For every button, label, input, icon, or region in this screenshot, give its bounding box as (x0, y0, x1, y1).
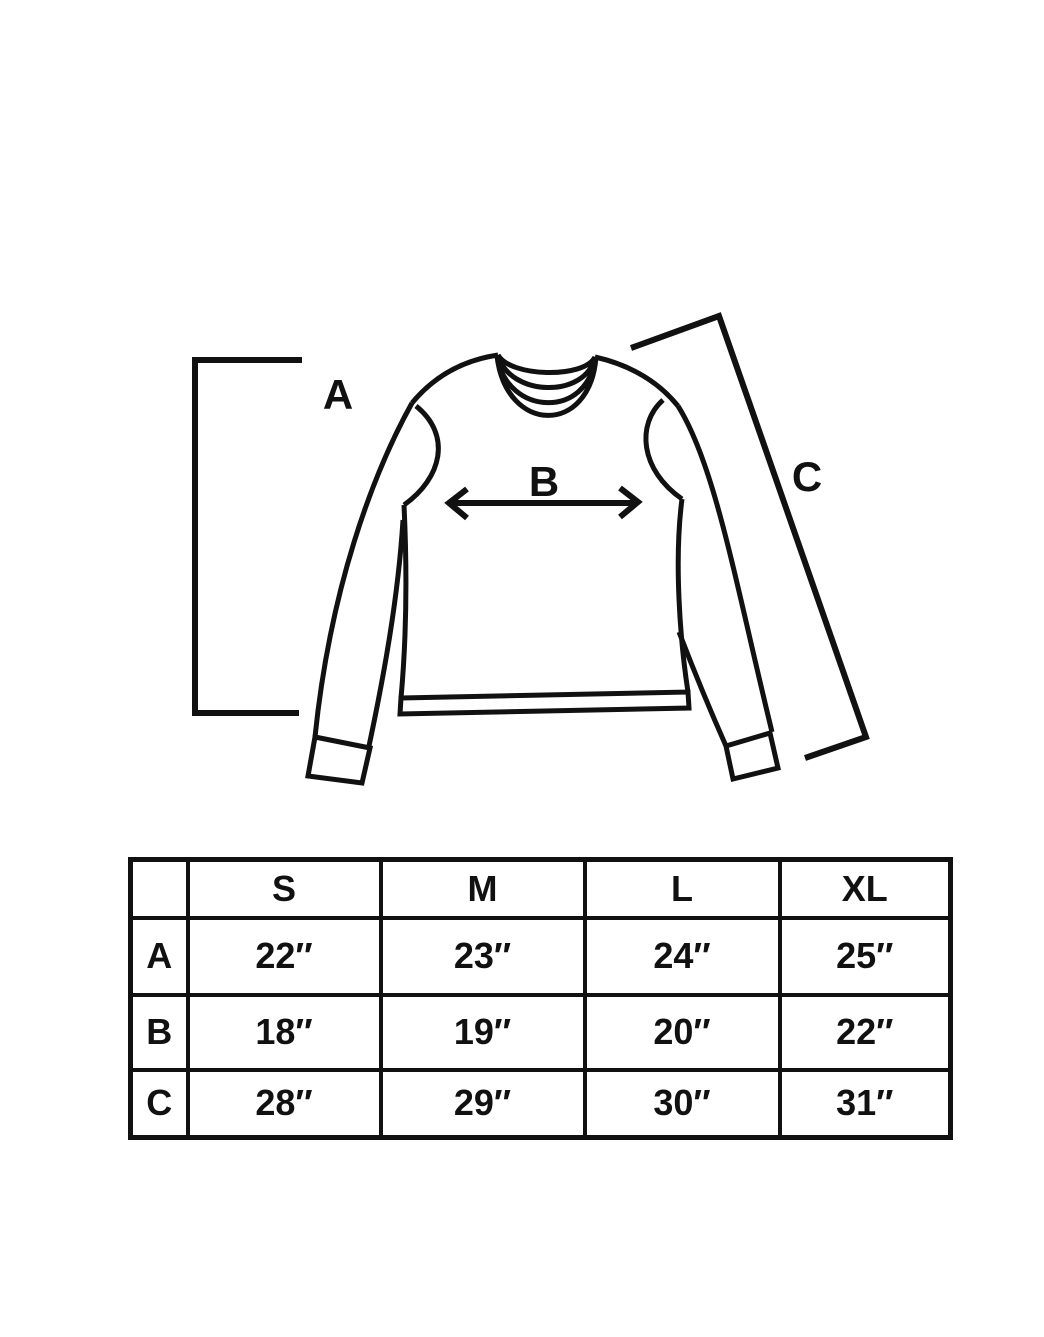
measurement-row-a (131, 918, 951, 995)
size-column-header-s: S (188, 860, 381, 918)
size-column-header-l: L (585, 860, 780, 918)
size-value-cell: 23″ (381, 918, 585, 995)
size-value-cell: 20″ (585, 995, 780, 1070)
collar (497, 355, 596, 415)
armhole-left-seam (404, 406, 438, 505)
cuff-right (726, 733, 778, 779)
measurement-b-label: B (528, 458, 560, 505)
measurement-row-label: A (131, 918, 188, 995)
size-value-cell: 18″ (188, 995, 381, 1070)
size-value-cell: 28″ (188, 1070, 381, 1138)
size-chart-table (128, 857, 953, 1140)
measurement-row-label: B (131, 995, 188, 1070)
collar-back-neck-line (498, 355, 595, 373)
hem-band (400, 692, 689, 714)
measurement-row-b (131, 995, 951, 1070)
size-value-cell: 22″ (188, 918, 381, 995)
size-value-cell: 30″ (585, 1070, 780, 1138)
size-value-cell: 25″ (780, 918, 951, 995)
size-chart-corner-cell (131, 860, 188, 918)
size-chart-header-row (131, 860, 951, 918)
armhole-right-seam (646, 400, 682, 499)
size-column-header-xl: XL (780, 860, 951, 918)
size-column-header-m: M (381, 860, 585, 918)
measurement-a-label: A (322, 371, 354, 418)
measurement-a-bracket (195, 360, 302, 713)
measurement-row-c (131, 1070, 951, 1138)
shoulder-left-line (412, 355, 498, 403)
size-value-cell: 22″ (780, 995, 951, 1070)
size-value-cell: 29″ (381, 1070, 585, 1138)
size-value-cell: 24″ (585, 918, 780, 995)
sleeve-right-outer-edge (678, 406, 772, 732)
shoulder-right-line (595, 357, 678, 406)
size-value-cell: 31″ (780, 1070, 951, 1138)
measurement-row-label: C (131, 1070, 188, 1138)
body-right-edge (678, 499, 688, 692)
size-value-cell: 19″ (381, 995, 585, 1070)
measurement-c-label: C (791, 453, 823, 500)
cuff-left (308, 737, 370, 783)
